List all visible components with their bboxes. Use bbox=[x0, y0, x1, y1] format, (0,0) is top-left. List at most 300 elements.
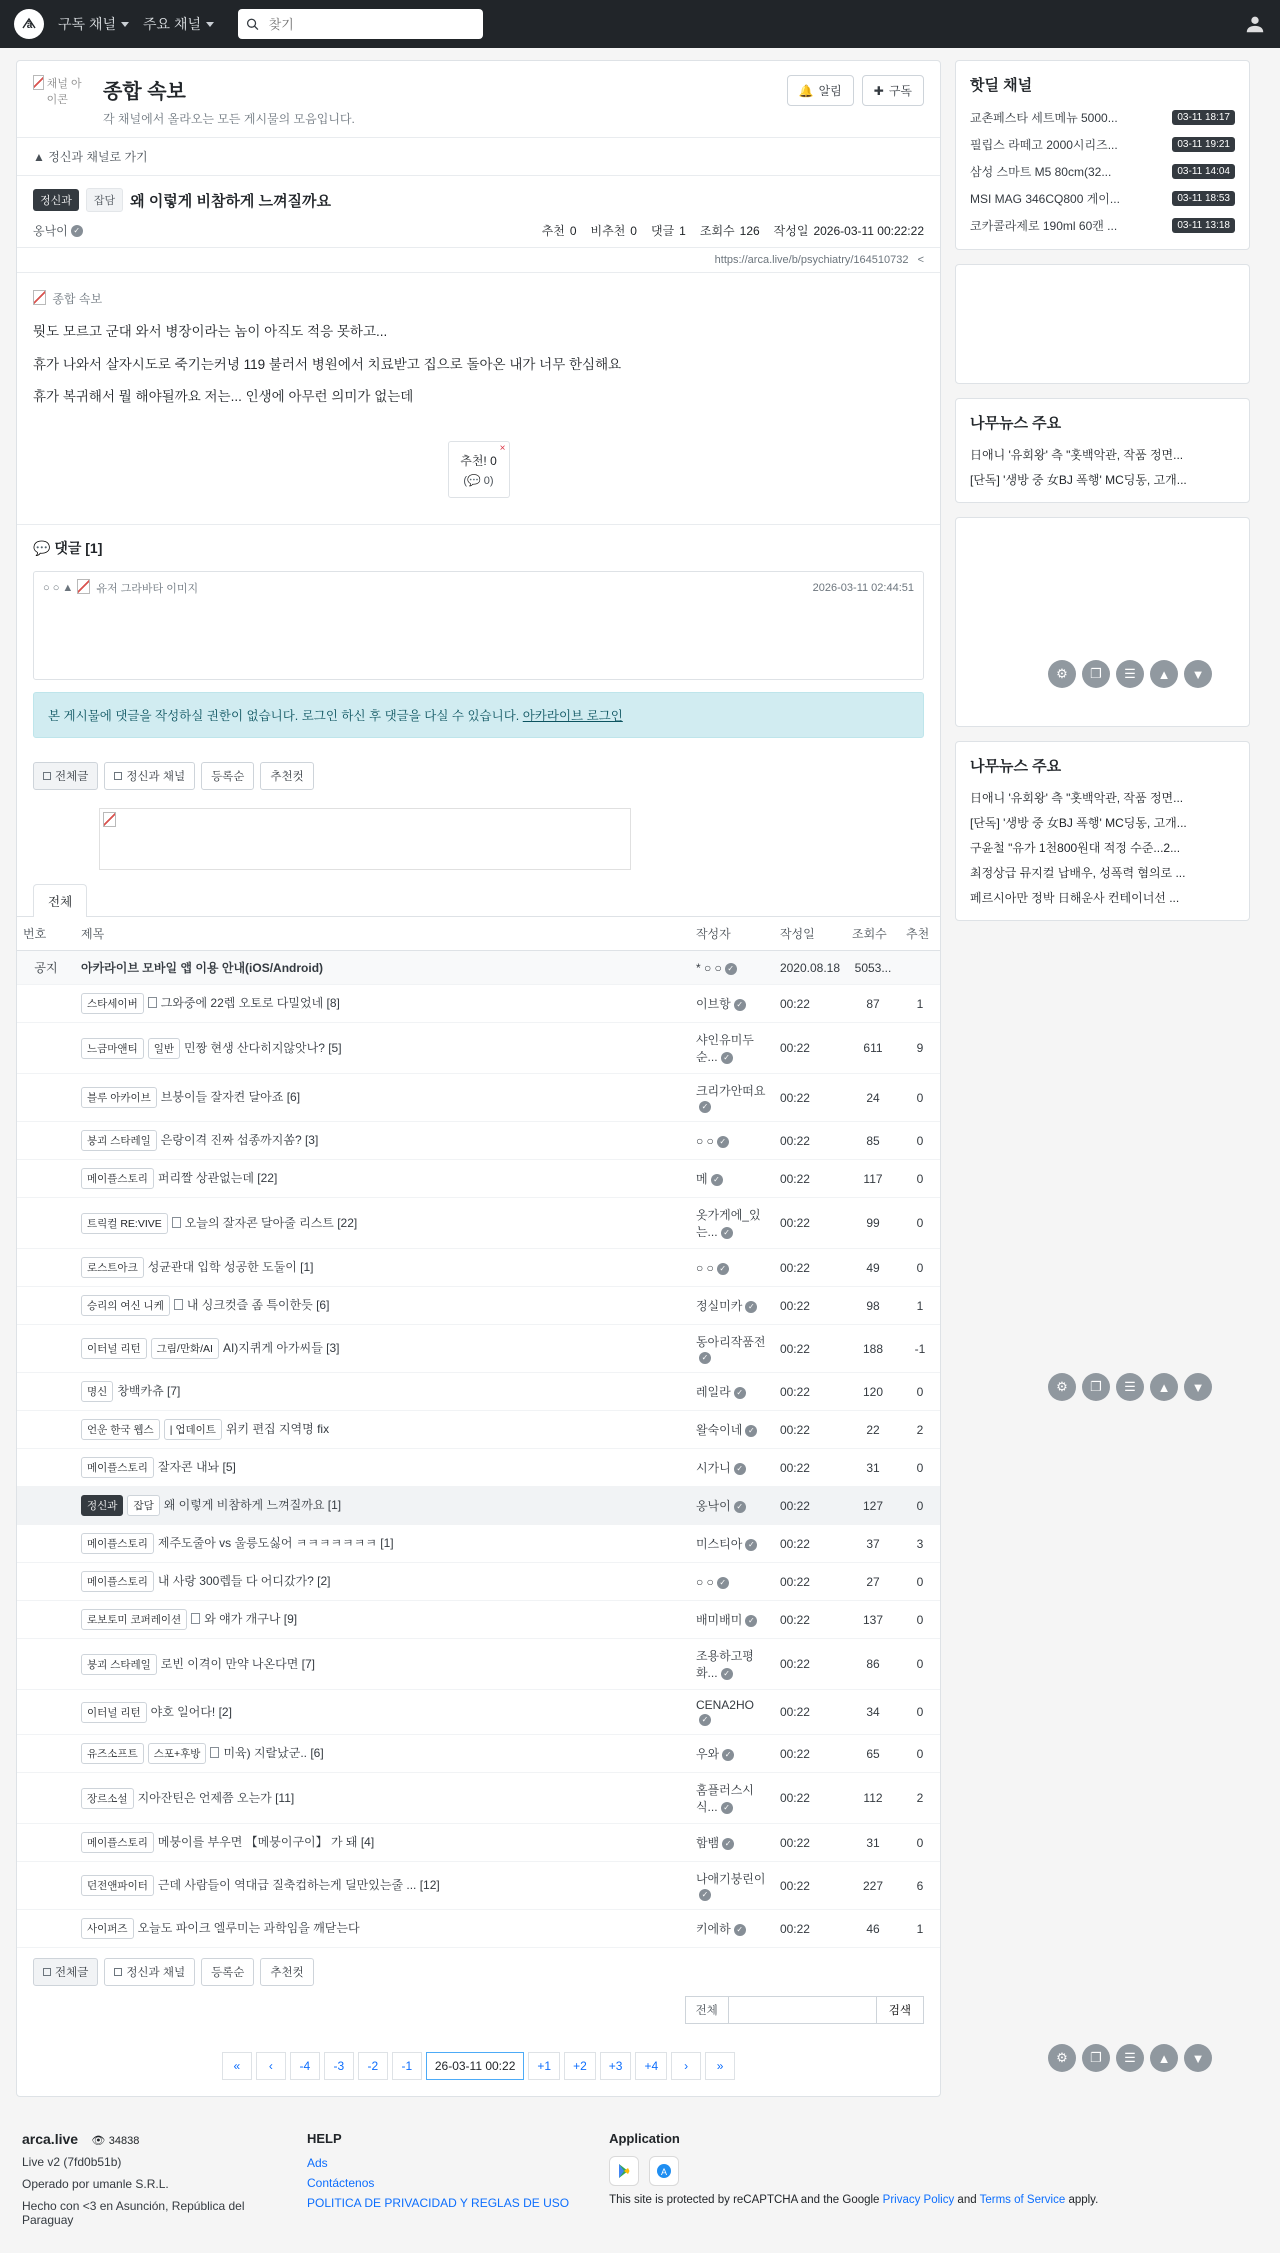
row-votes: 9 bbox=[900, 1023, 940, 1074]
filter-channel-posts-top[interactable] bbox=[104, 762, 195, 790]
google-play-icon[interactable] bbox=[609, 2156, 639, 2186]
login-notice bbox=[33, 692, 924, 738]
row-title-text: 그와중에 22렙 오토로 다밀었네 [8] bbox=[160, 996, 340, 1011]
row-votes: 0 bbox=[900, 1373, 940, 1411]
footer-version: Live v2 (7fd0b51b) bbox=[22, 2155, 122, 2170]
table-row[interactable] bbox=[17, 1198, 940, 1249]
gear-icon[interactable]: ⚙ bbox=[1048, 2044, 1076, 2072]
document-icon bbox=[174, 1299, 183, 1310]
row-category[interactable]: 언운 한국 웹스 bbox=[81, 1419, 160, 1440]
row-category[interactable]: 붕괴 스타레일 bbox=[81, 1130, 157, 1151]
comment-body bbox=[34, 603, 923, 679]
row-category[interactable]: 로스트아크 bbox=[81, 1257, 144, 1278]
row-author[interactable]: ○ ○ ✓ bbox=[690, 1563, 774, 1601]
row-title-text: 은랑이격 진짜 섭종까지쏨? [3] bbox=[160, 1133, 319, 1148]
row-title[interactable] bbox=[75, 1824, 690, 1862]
row-category[interactable]: 메이플스토리 bbox=[81, 1533, 154, 1554]
stat-dislikes: 비추천 0 bbox=[590, 224, 637, 238]
row-title-text: 민짱 현생 산다히지않앗나? [5] bbox=[184, 1040, 342, 1055]
table-row[interactable] bbox=[17, 1824, 940, 1862]
board-search-input[interactable] bbox=[729, 1996, 877, 2024]
channel-icon-alt: 채널 아이콘 bbox=[46, 78, 82, 106]
news-widget-1-title: 나무뉴스 주요 bbox=[970, 415, 1062, 432]
row-title[interactable] bbox=[75, 1160, 690, 1198]
row-date: 00:22 bbox=[774, 1122, 846, 1160]
news-item[interactable]: 페르시아만 정박 日해운사 컨테이너선 ... bbox=[970, 891, 1180, 905]
footer-help-title: HELP bbox=[307, 2131, 342, 2147]
footer-app-col bbox=[609, 2131, 1098, 2227]
col-header-author: 작성자 bbox=[690, 917, 774, 951]
page-first[interactable]: « bbox=[222, 2052, 252, 2080]
table-row[interactable] bbox=[17, 1160, 940, 1198]
filter-all-posts-top[interactable] bbox=[33, 762, 98, 790]
table-row[interactable] bbox=[17, 1735, 940, 1773]
footer-link-privacy[interactable]: POLITICA DE PRIVACIDAD Y REGLAS DE USO bbox=[307, 2196, 570, 2211]
row-date: 00:22 bbox=[774, 1824, 846, 1862]
login-notice-text: 본 게시물에 댓글을 작성하실 권한이 없습니다. 로그인 하신 후 댓글을 다실 수 있습니다. bbox=[48, 709, 523, 724]
board-search-button[interactable]: 검색 bbox=[877, 1996, 924, 2024]
square-icon bbox=[114, 772, 122, 780]
footer-link-contact[interactable]: Contáctenos bbox=[307, 2176, 375, 2191]
stat-date: 작성일 2026-03-11 00:22:22 bbox=[773, 224, 924, 238]
news-widget-2-title: 나무뉴스 주요 bbox=[970, 758, 1062, 775]
row-votes: 0 bbox=[900, 1122, 940, 1160]
article-url[interactable]: https://arca.live/b/psychiatry/164510732 bbox=[714, 254, 909, 266]
page-minus-2[interactable]: -2 bbox=[358, 2052, 388, 2080]
row-author[interactable]: 정실미카 ✓ bbox=[690, 1287, 774, 1325]
hot-deals-title: 핫딜 채널 bbox=[970, 77, 1033, 94]
row-author[interactable]: 나애기붕린이✓ bbox=[690, 1862, 774, 1910]
row-date: 00:22 bbox=[774, 1198, 846, 1249]
row-title[interactable] bbox=[75, 1411, 690, 1449]
row-author[interactable]: 크리가안떠요✓ bbox=[690, 1074, 774, 1122]
row-author[interactable]: CENA2HO✓ bbox=[690, 1690, 774, 1735]
row-date: 00:22 bbox=[774, 1601, 846, 1639]
news-item[interactable]: 日애니 '유회왕' 측 "홋백악관, 작품 정면... bbox=[970, 448, 1184, 462]
table-row[interactable] bbox=[17, 1074, 940, 1122]
recaptcha-post: apply. bbox=[1065, 2194, 1099, 2207]
sort-recent-top[interactable] bbox=[201, 762, 254, 790]
news-widget-2 bbox=[955, 741, 1250, 921]
row-category[interactable]: 스포+후방 bbox=[148, 1743, 207, 1764]
recaptcha-notice bbox=[609, 2194, 1098, 2206]
row-category[interactable]: 메이플스토리 bbox=[81, 1457, 154, 1478]
row-date: 00:22 bbox=[774, 1690, 846, 1735]
row-title-text: 지아잔틴은 언제쯤 오는가 [11] bbox=[137, 1790, 295, 1805]
row-number bbox=[17, 1411, 75, 1449]
recaptcha-terms-link[interactable]: Terms of Service bbox=[979, 2194, 1066, 2207]
sort-best-bottom[interactable] bbox=[260, 1958, 313, 1986]
row-views: 611 bbox=[846, 1023, 900, 1074]
row-title[interactable] bbox=[75, 1735, 690, 1773]
tab-all[interactable]: 전체 bbox=[33, 884, 87, 917]
row-author[interactable]: 조용하고평화... ✓ bbox=[690, 1639, 774, 1690]
sort-recent-bottom[interactable] bbox=[201, 1958, 254, 1986]
row-title-text: 성균관대 입학 성공한 도둘이 [1] bbox=[147, 1260, 314, 1275]
article-author[interactable]: 옹낙이 bbox=[33, 224, 68, 238]
col-header-title: 제목 bbox=[75, 917, 690, 951]
row-title[interactable] bbox=[75, 1487, 690, 1525]
row-category[interactable]: 정신과 bbox=[81, 1495, 123, 1516]
news-item[interactable]: 구윤철 "유가 1천800원대 적정 수준...2... bbox=[970, 841, 1181, 855]
share-icon[interactable]: < bbox=[917, 254, 924, 266]
article-image bbox=[33, 287, 924, 312]
article-stats bbox=[542, 222, 924, 239]
table-row[interactable] bbox=[17, 1122, 940, 1160]
arrow-up-icon[interactable]: ▲ bbox=[1150, 660, 1178, 688]
ad-slot bbox=[99, 808, 631, 870]
row-category[interactable]: 던전앤파이터 bbox=[81, 1875, 154, 1896]
table-row[interactable] bbox=[17, 1862, 940, 1910]
row-author[interactable]: 메 ✓ bbox=[690, 1160, 774, 1198]
row-category[interactable]: 붕괴 스타레일 bbox=[81, 1654, 157, 1675]
notify-label: 알림 bbox=[818, 84, 842, 98]
row-votes: 6 bbox=[900, 1862, 940, 1910]
search-input[interactable] bbox=[267, 16, 475, 33]
row-views: 31 bbox=[846, 1449, 900, 1487]
row-author[interactable]: 배미배미 ✓ bbox=[690, 1601, 774, 1639]
row-title[interactable] bbox=[75, 1910, 690, 1948]
row-category[interactable]: 잡담 bbox=[127, 1495, 159, 1516]
page-plus-2[interactable]: +2 bbox=[564, 2052, 596, 2080]
app-store-glyph bbox=[656, 2163, 672, 2179]
row-author[interactable]: 시가니 ✓ bbox=[690, 1449, 774, 1487]
table-row[interactable] bbox=[17, 1325, 940, 1373]
row-author[interactable]: 이브항 ✓ bbox=[690, 985, 774, 1023]
row-title[interactable] bbox=[75, 1563, 690, 1601]
sort-best-label: 추천컷 bbox=[270, 1967, 304, 1980]
row-title-text: 잘자콘 내놔 [5] bbox=[157, 1460, 236, 1475]
news-item[interactable]: 日애니 '유회왕' 측 "홋백악관, 작품 정면... bbox=[970, 791, 1184, 805]
comment-avatar-image bbox=[77, 579, 198, 596]
back-to-channel[interactable] bbox=[17, 138, 940, 176]
row-category[interactable]: 승리의 여신 니케 bbox=[81, 1295, 170, 1316]
page-minus-4[interactable]: -4 bbox=[290, 2052, 320, 2080]
news-item[interactable]: [단독] '생방 중 女BJ 폭행' MC딩동, 고개... bbox=[970, 473, 1187, 487]
row-category[interactable]: 그림/만화/AI bbox=[151, 1338, 219, 1359]
table-row[interactable] bbox=[17, 1249, 940, 1287]
table-row[interactable] bbox=[17, 1563, 940, 1601]
row-title-text: 오늘의 잘자콘 달아줄 리스트 [22] bbox=[184, 1215, 358, 1230]
row-votes: 0 bbox=[900, 1824, 940, 1862]
article-title-row bbox=[17, 176, 940, 218]
row-title-text: 야호 일어다! [2] bbox=[150, 1704, 232, 1719]
row-author[interactable]: 우와 ✓ bbox=[690, 1735, 774, 1773]
hot-deal-item[interactable] bbox=[956, 104, 1249, 131]
hot-deal-time: 03-11 13:18 bbox=[1172, 218, 1235, 233]
row-title[interactable] bbox=[75, 1601, 690, 1639]
row-votes: 0 bbox=[900, 1601, 940, 1639]
row-date: 00:22 bbox=[774, 1411, 846, 1449]
row-title[interactable] bbox=[75, 1023, 690, 1074]
article-meta bbox=[17, 218, 940, 248]
row-author[interactable]: 샤인유미두순... ✓ bbox=[690, 1023, 774, 1074]
arrow-down-icon[interactable]: ▼ bbox=[1184, 660, 1212, 688]
board-search bbox=[17, 1996, 940, 2038]
row-title[interactable]: 아카라이브 모바일 앱 이용 안내(iOS/Android) bbox=[75, 951, 690, 985]
hot-deal-title: 교촌페스타 세트메뉴 5000... bbox=[970, 111, 1118, 125]
row-category[interactable]: 이터널 리턴 bbox=[81, 1338, 147, 1359]
page-plus-4[interactable]: +4 bbox=[635, 2052, 667, 2080]
article-image-alt: 종합 속보 bbox=[52, 292, 103, 306]
row-votes: 2 bbox=[900, 1411, 940, 1449]
row-title-text: 브붕이들 잘자켠 달아죠 [6] bbox=[160, 1090, 301, 1105]
page-container bbox=[0, 48, 1280, 2097]
comment-item bbox=[33, 571, 924, 680]
table-row[interactable] bbox=[17, 1411, 940, 1449]
brand-logo[interactable] bbox=[14, 9, 44, 39]
sidebar-ad-widget-2 bbox=[955, 517, 1250, 727]
recaptcha-privacy-link[interactable]: Privacy Policy bbox=[882, 2194, 955, 2207]
subscribe-button[interactable] bbox=[862, 75, 924, 106]
row-title-text: 내 싱크컷즐 좀 특이한듯 [6] bbox=[186, 1298, 330, 1313]
row-number bbox=[17, 1198, 75, 1249]
row-date: 00:22 bbox=[774, 1287, 846, 1325]
hot-deals-widget bbox=[955, 60, 1250, 250]
filter-channel-posts-label: 정신과 채널 bbox=[126, 771, 186, 784]
row-category[interactable]: 일반 bbox=[148, 1038, 180, 1059]
footer-address: Hecho con <3 en Asunción, República del Paraguay bbox=[22, 2199, 245, 2228]
filter-all-posts-label: 전체글 bbox=[55, 1967, 89, 1980]
hot-deal-title: 삼성 스마트 M5 80cm(32... bbox=[970, 165, 1112, 179]
row-title[interactable] bbox=[75, 1198, 690, 1249]
list-icon[interactable]: ☰ bbox=[1116, 660, 1144, 688]
main-column bbox=[16, 60, 941, 2097]
app-store-icon[interactable] bbox=[649, 2156, 679, 2186]
row-date: 00:22 bbox=[774, 1862, 846, 1910]
article-paragraph: 휴가 복귀해서 뭘 해야될까요 저는... 인생에 아무런 의미가 없는데 bbox=[33, 388, 414, 404]
row-date: 00:22 bbox=[774, 1074, 846, 1122]
subscribe-label: 구독 bbox=[888, 84, 912, 98]
close-icon[interactable]: × bbox=[499, 443, 506, 455]
gear-icon[interactable]: ⚙ bbox=[1048, 1373, 1076, 1401]
row-number bbox=[17, 1563, 75, 1601]
list-toolbar-bottom bbox=[17, 1948, 940, 1996]
row-number bbox=[17, 1160, 75, 1198]
row-category[interactable]: 블루 아카이브 bbox=[81, 1087, 157, 1108]
copy-icon[interactable]: ❐ bbox=[1082, 660, 1110, 688]
table-row[interactable] bbox=[17, 1487, 940, 1525]
page-plus-1[interactable]: +1 bbox=[528, 2052, 560, 2080]
row-title[interactable] bbox=[75, 1690, 690, 1735]
comment-avatar-alt: 유저 그라바타 이미지 bbox=[96, 583, 199, 596]
row-title[interactable] bbox=[75, 1773, 690, 1824]
page-next[interactable]: › bbox=[671, 2052, 701, 2080]
row-author[interactable]: 왈숙이네 ✓ bbox=[690, 1411, 774, 1449]
row-author[interactable]: 동아리작품전✓ bbox=[690, 1325, 774, 1373]
list-icon[interactable]: ☰ bbox=[1116, 2044, 1144, 2072]
login-link[interactable]: 아카라이브 로그인 bbox=[522, 709, 623, 724]
row-views: 24 bbox=[846, 1074, 900, 1122]
row-category[interactable]: 장르소설 bbox=[81, 1788, 134, 1809]
nav-subscribed-channels[interactable] bbox=[58, 14, 129, 34]
row-date: 00:22 bbox=[774, 985, 846, 1023]
article-category-secondary[interactable]: 잡담 bbox=[86, 188, 123, 212]
row-category[interactable]: 명신 bbox=[81, 1381, 113, 1402]
arrow-up-icon[interactable]: ▲ bbox=[1150, 1373, 1178, 1401]
row-views: 227 bbox=[846, 1862, 900, 1910]
board-tabs bbox=[17, 884, 940, 917]
row-category[interactable]: 메이플스토리 bbox=[81, 1832, 154, 1853]
copy-icon[interactable]: ❐ bbox=[1082, 2044, 1110, 2072]
row-category[interactable]: 유즈소프트 bbox=[81, 1743, 144, 1764]
row-number: 공지 bbox=[17, 951, 75, 985]
row-title[interactable] bbox=[75, 1639, 690, 1690]
table-row[interactable] bbox=[17, 1601, 940, 1639]
row-author[interactable]: 키에하 ✓ bbox=[690, 1910, 774, 1948]
row-title[interactable] bbox=[75, 1373, 690, 1411]
comments-header-label: 댓글 [1] bbox=[54, 540, 103, 557]
list-icon[interactable]: ☰ bbox=[1116, 1373, 1144, 1401]
row-author[interactable]: ○ ○ ✓ bbox=[690, 1249, 774, 1287]
row-views: 85 bbox=[846, 1122, 900, 1160]
nav-main-channels[interactable] bbox=[143, 14, 214, 34]
comments-header bbox=[17, 524, 940, 571]
row-title-text: 근데 사람들이 역대급 질축컵하는게 딜만있는줄 ... [12] bbox=[157, 1878, 440, 1893]
news-item[interactable]: [단독] '생방 중 女BJ 폭행' MC딩동, 고개... bbox=[970, 816, 1187, 830]
article-title: 왜 이렇게 비참하게 느껴질까요 bbox=[130, 192, 332, 210]
table-row[interactable] bbox=[17, 1525, 940, 1563]
search-box[interactable] bbox=[238, 9, 483, 39]
row-category[interactable]: 메이플스토리 bbox=[81, 1571, 154, 1592]
user-icon[interactable] bbox=[1244, 13, 1266, 35]
board-table-body bbox=[17, 951, 940, 1948]
table-row[interactable] bbox=[17, 1690, 940, 1735]
row-title[interactable] bbox=[75, 1325, 690, 1373]
row-category[interactable]: 스타세이버 bbox=[81, 993, 144, 1014]
row-title[interactable] bbox=[75, 1525, 690, 1563]
row-number bbox=[17, 1487, 75, 1525]
row-title[interactable] bbox=[75, 985, 690, 1023]
page-plus-3[interactable]: +3 bbox=[600, 2052, 632, 2080]
filter-all-posts-label: 전체글 bbox=[55, 771, 89, 784]
hot-deal-item[interactable] bbox=[956, 158, 1249, 185]
page-last[interactable]: » bbox=[705, 2052, 735, 2080]
row-category[interactable]: 느금마앤티 bbox=[81, 1038, 144, 1059]
news-widget-1 bbox=[955, 398, 1250, 503]
footer-operator: Operado por umanle S.R.L. bbox=[22, 2177, 169, 2192]
sort-best-top[interactable] bbox=[260, 762, 313, 790]
row-title-text: 로빈 이격이 만약 나온다면 [7] bbox=[160, 1656, 315, 1671]
row-title[interactable] bbox=[75, 1249, 690, 1287]
table-row[interactable] bbox=[17, 1023, 940, 1074]
page-prev[interactable]: ‹ bbox=[256, 2052, 286, 2080]
top-navbar bbox=[0, 0, 1280, 48]
table-row[interactable] bbox=[17, 1773, 940, 1824]
square-icon bbox=[43, 1968, 51, 1976]
chevron-down-icon bbox=[206, 22, 214, 27]
quick-actions-3 bbox=[1048, 2044, 1212, 2072]
row-title-text: 퍼리짤 상관없는데 [22] bbox=[157, 1171, 278, 1186]
row-views: 120 bbox=[846, 1373, 900, 1411]
table-row[interactable] bbox=[17, 1373, 940, 1411]
row-views: 188 bbox=[846, 1325, 900, 1373]
channel-description: 각 채널에서 올라오는 모든 게시물의 모음입니다. bbox=[103, 112, 355, 126]
arrow-down-icon[interactable]: ▼ bbox=[1184, 1373, 1212, 1401]
vote-button[interactable] bbox=[448, 441, 510, 498]
page-minus-3[interactable]: -3 bbox=[324, 2052, 354, 2080]
news-item[interactable]: 최정상급 뮤지컬 납배우, 성폭력 혐의로 ... bbox=[970, 866, 1186, 880]
row-title[interactable] bbox=[75, 1449, 690, 1487]
row-category[interactable]: 사이퍼즈 bbox=[81, 1918, 134, 1939]
row-title[interactable] bbox=[75, 1122, 690, 1160]
comment-timestamp: 2026-03-11 02:44:51 bbox=[812, 581, 914, 594]
notify-button[interactable] bbox=[787, 75, 854, 106]
arrow-up-icon[interactable]: ▲ bbox=[1150, 2044, 1178, 2072]
row-title[interactable] bbox=[75, 1862, 690, 1910]
search-scope-select[interactable]: 전체 bbox=[685, 1996, 729, 2024]
hot-deal-item[interactable] bbox=[956, 185, 1249, 212]
row-title[interactable] bbox=[75, 1074, 690, 1122]
row-category[interactable]: | 업데이트 bbox=[164, 1419, 222, 1440]
filter-all-posts-bottom[interactable] bbox=[33, 1958, 98, 1986]
row-votes: -1 bbox=[900, 1325, 940, 1373]
row-views: 34 bbox=[846, 1690, 900, 1735]
row-author[interactable]: 레일라 ✓ bbox=[690, 1373, 774, 1411]
table-row[interactable] bbox=[17, 985, 940, 1023]
row-author[interactable]: 옷가게에_있는... ✓ bbox=[690, 1198, 774, 1249]
nav-subscribed-channels-label: 구독 채널 bbox=[58, 16, 116, 32]
table-row[interactable] bbox=[17, 1910, 940, 1948]
row-category[interactable]: 로보토미 코퍼레이션 bbox=[81, 1609, 187, 1630]
row-date: 00:22 bbox=[774, 1735, 846, 1773]
row-votes: 0 bbox=[900, 1690, 940, 1735]
row-number bbox=[17, 1601, 75, 1639]
row-author[interactable]: ○ ○ ✓ bbox=[690, 1122, 774, 1160]
row-number bbox=[17, 985, 75, 1023]
row-author[interactable]: * ○ ○ ✓ bbox=[690, 951, 774, 985]
hot-deal-item[interactable] bbox=[956, 212, 1249, 239]
row-number bbox=[17, 1074, 75, 1122]
arrow-up-icon: ▲ bbox=[33, 150, 45, 164]
table-row[interactable] bbox=[17, 1639, 940, 1690]
footer-brand: arca.live bbox=[22, 2131, 79, 2148]
row-author[interactable]: 홈플러스시식... ✓ bbox=[690, 1773, 774, 1824]
row-views: 112 bbox=[846, 1773, 900, 1824]
table-row[interactable] bbox=[17, 1287, 940, 1325]
row-views: 137 bbox=[846, 1601, 900, 1639]
row-date: 00:22 bbox=[774, 1249, 846, 1287]
row-number bbox=[17, 1023, 75, 1074]
verified-icon: ✓ bbox=[71, 225, 83, 237]
arrow-down-icon[interactable]: ▼ bbox=[1184, 2044, 1212, 2072]
footer-brand-col bbox=[22, 2131, 267, 2227]
row-date: 00:22 bbox=[774, 1910, 846, 1948]
page-minus-1[interactable]: -1 bbox=[392, 2052, 422, 2080]
row-title[interactable] bbox=[75, 1287, 690, 1325]
row-author[interactable]: 옹낙이 ✓ bbox=[690, 1487, 774, 1525]
row-author[interactable]: 미스티아 ✓ bbox=[690, 1525, 774, 1563]
gear-icon[interactable]: ⚙ bbox=[1048, 660, 1076, 688]
page-current[interactable]: 26-03-11 00:22 bbox=[426, 2052, 525, 2080]
filter-channel-posts-bottom[interactable] bbox=[104, 1958, 195, 1986]
row-views: 5053... bbox=[846, 951, 900, 985]
article-category-primary[interactable]: 정신과 bbox=[33, 189, 79, 211]
recaptcha-and: and bbox=[954, 2194, 980, 2207]
table-row[interactable] bbox=[17, 1449, 940, 1487]
footer-link-ads[interactable]: Ads bbox=[307, 2156, 328, 2171]
page-title: 종합 속보 bbox=[103, 81, 186, 103]
hot-deal-item[interactable] bbox=[956, 131, 1249, 158]
row-category[interactable]: 메이플스토리 bbox=[81, 1168, 154, 1189]
row-author[interactable]: 함뱀 ✓ bbox=[690, 1824, 774, 1862]
copy-icon[interactable]: ❐ bbox=[1082, 1373, 1110, 1401]
row-category[interactable]: 트릭컬 RE:VIVE bbox=[81, 1213, 168, 1234]
row-category[interactable]: 이터널 리턴 bbox=[81, 1702, 147, 1723]
hot-deal-title: MSI MAG 346CQ800 게이... bbox=[970, 192, 1120, 206]
row-views: 65 bbox=[846, 1735, 900, 1773]
table-row-notice[interactable] bbox=[17, 951, 940, 985]
